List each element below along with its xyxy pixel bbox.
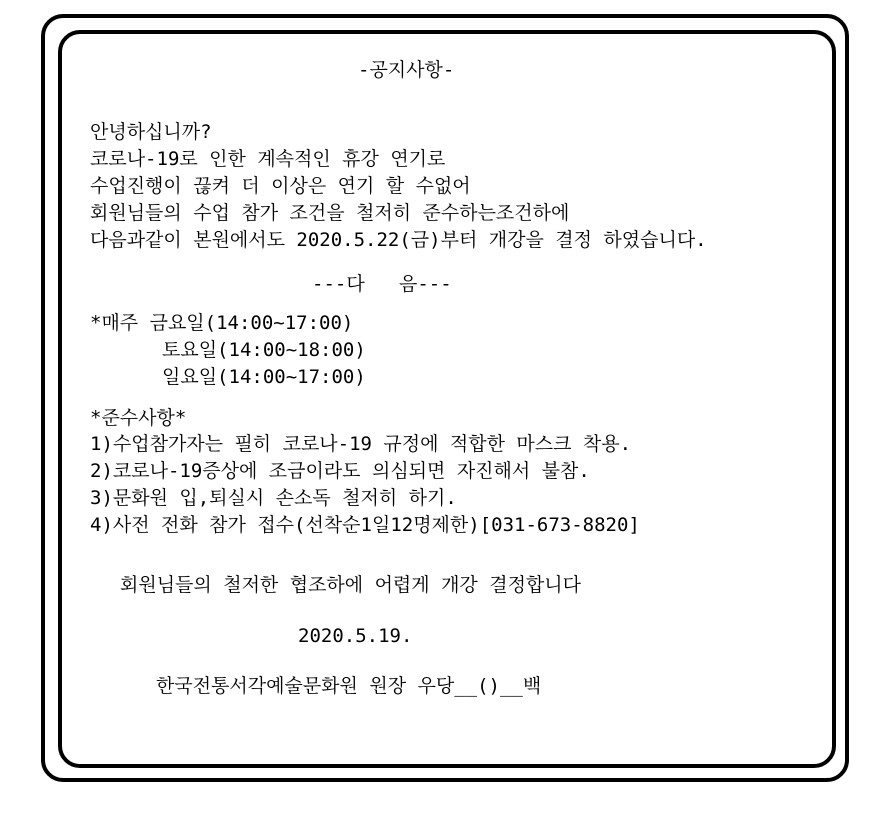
rule-item: 4)사전 전화 참가 접수(선착순1일12명제한)[031-673-8820] <box>90 514 640 536</box>
closing-statement: 회원님들의 철저한 협조하에 어렵게 개강 결정합니다 <box>120 574 581 596</box>
notice-date: 2020.5.19. <box>298 625 413 647</box>
schedule-line: *매주 금요일(14:00~17:00) <box>90 312 354 334</box>
notice-title: -공지사항- <box>358 59 455 81</box>
signature: 한국전통서각예술문화원 원장 우당__()__백 <box>156 675 542 697</box>
schedule-line: 일요일(14:00~17:00) <box>162 366 366 388</box>
intro-line: 안녕하십니까? <box>90 121 212 143</box>
intro-line: 수업진행이 끊켜 더 이상은 연기 할 수없어 <box>90 175 471 197</box>
rules-header: *준수사항* <box>90 407 187 429</box>
rule-item: 3)문화원 입,퇴실시 손소독 철저히 하기. <box>90 487 457 509</box>
divider-text: ---다 음--- <box>312 273 452 295</box>
rule-item: 1)수업참가자는 필히 코로나-19 규정에 적합한 마스크 착용. <box>90 433 632 455</box>
intro-line: 회원님들의 수업 참가 조건을 철저히 준수하는조건하에 <box>90 202 570 224</box>
rule-item: 2)코로나-19증상에 조금이라도 의심되면 자진해서 불참. <box>90 460 590 482</box>
intro-line: 다음과같이 본원에서도 2020.5.22(금)부터 개강을 결정 하였습니다. <box>90 229 707 251</box>
intro-line: 코로나-19로 인한 계속적인 휴강 연기로 <box>90 148 446 170</box>
schedule-line: 토요일(14:00~18:00) <box>162 339 366 361</box>
